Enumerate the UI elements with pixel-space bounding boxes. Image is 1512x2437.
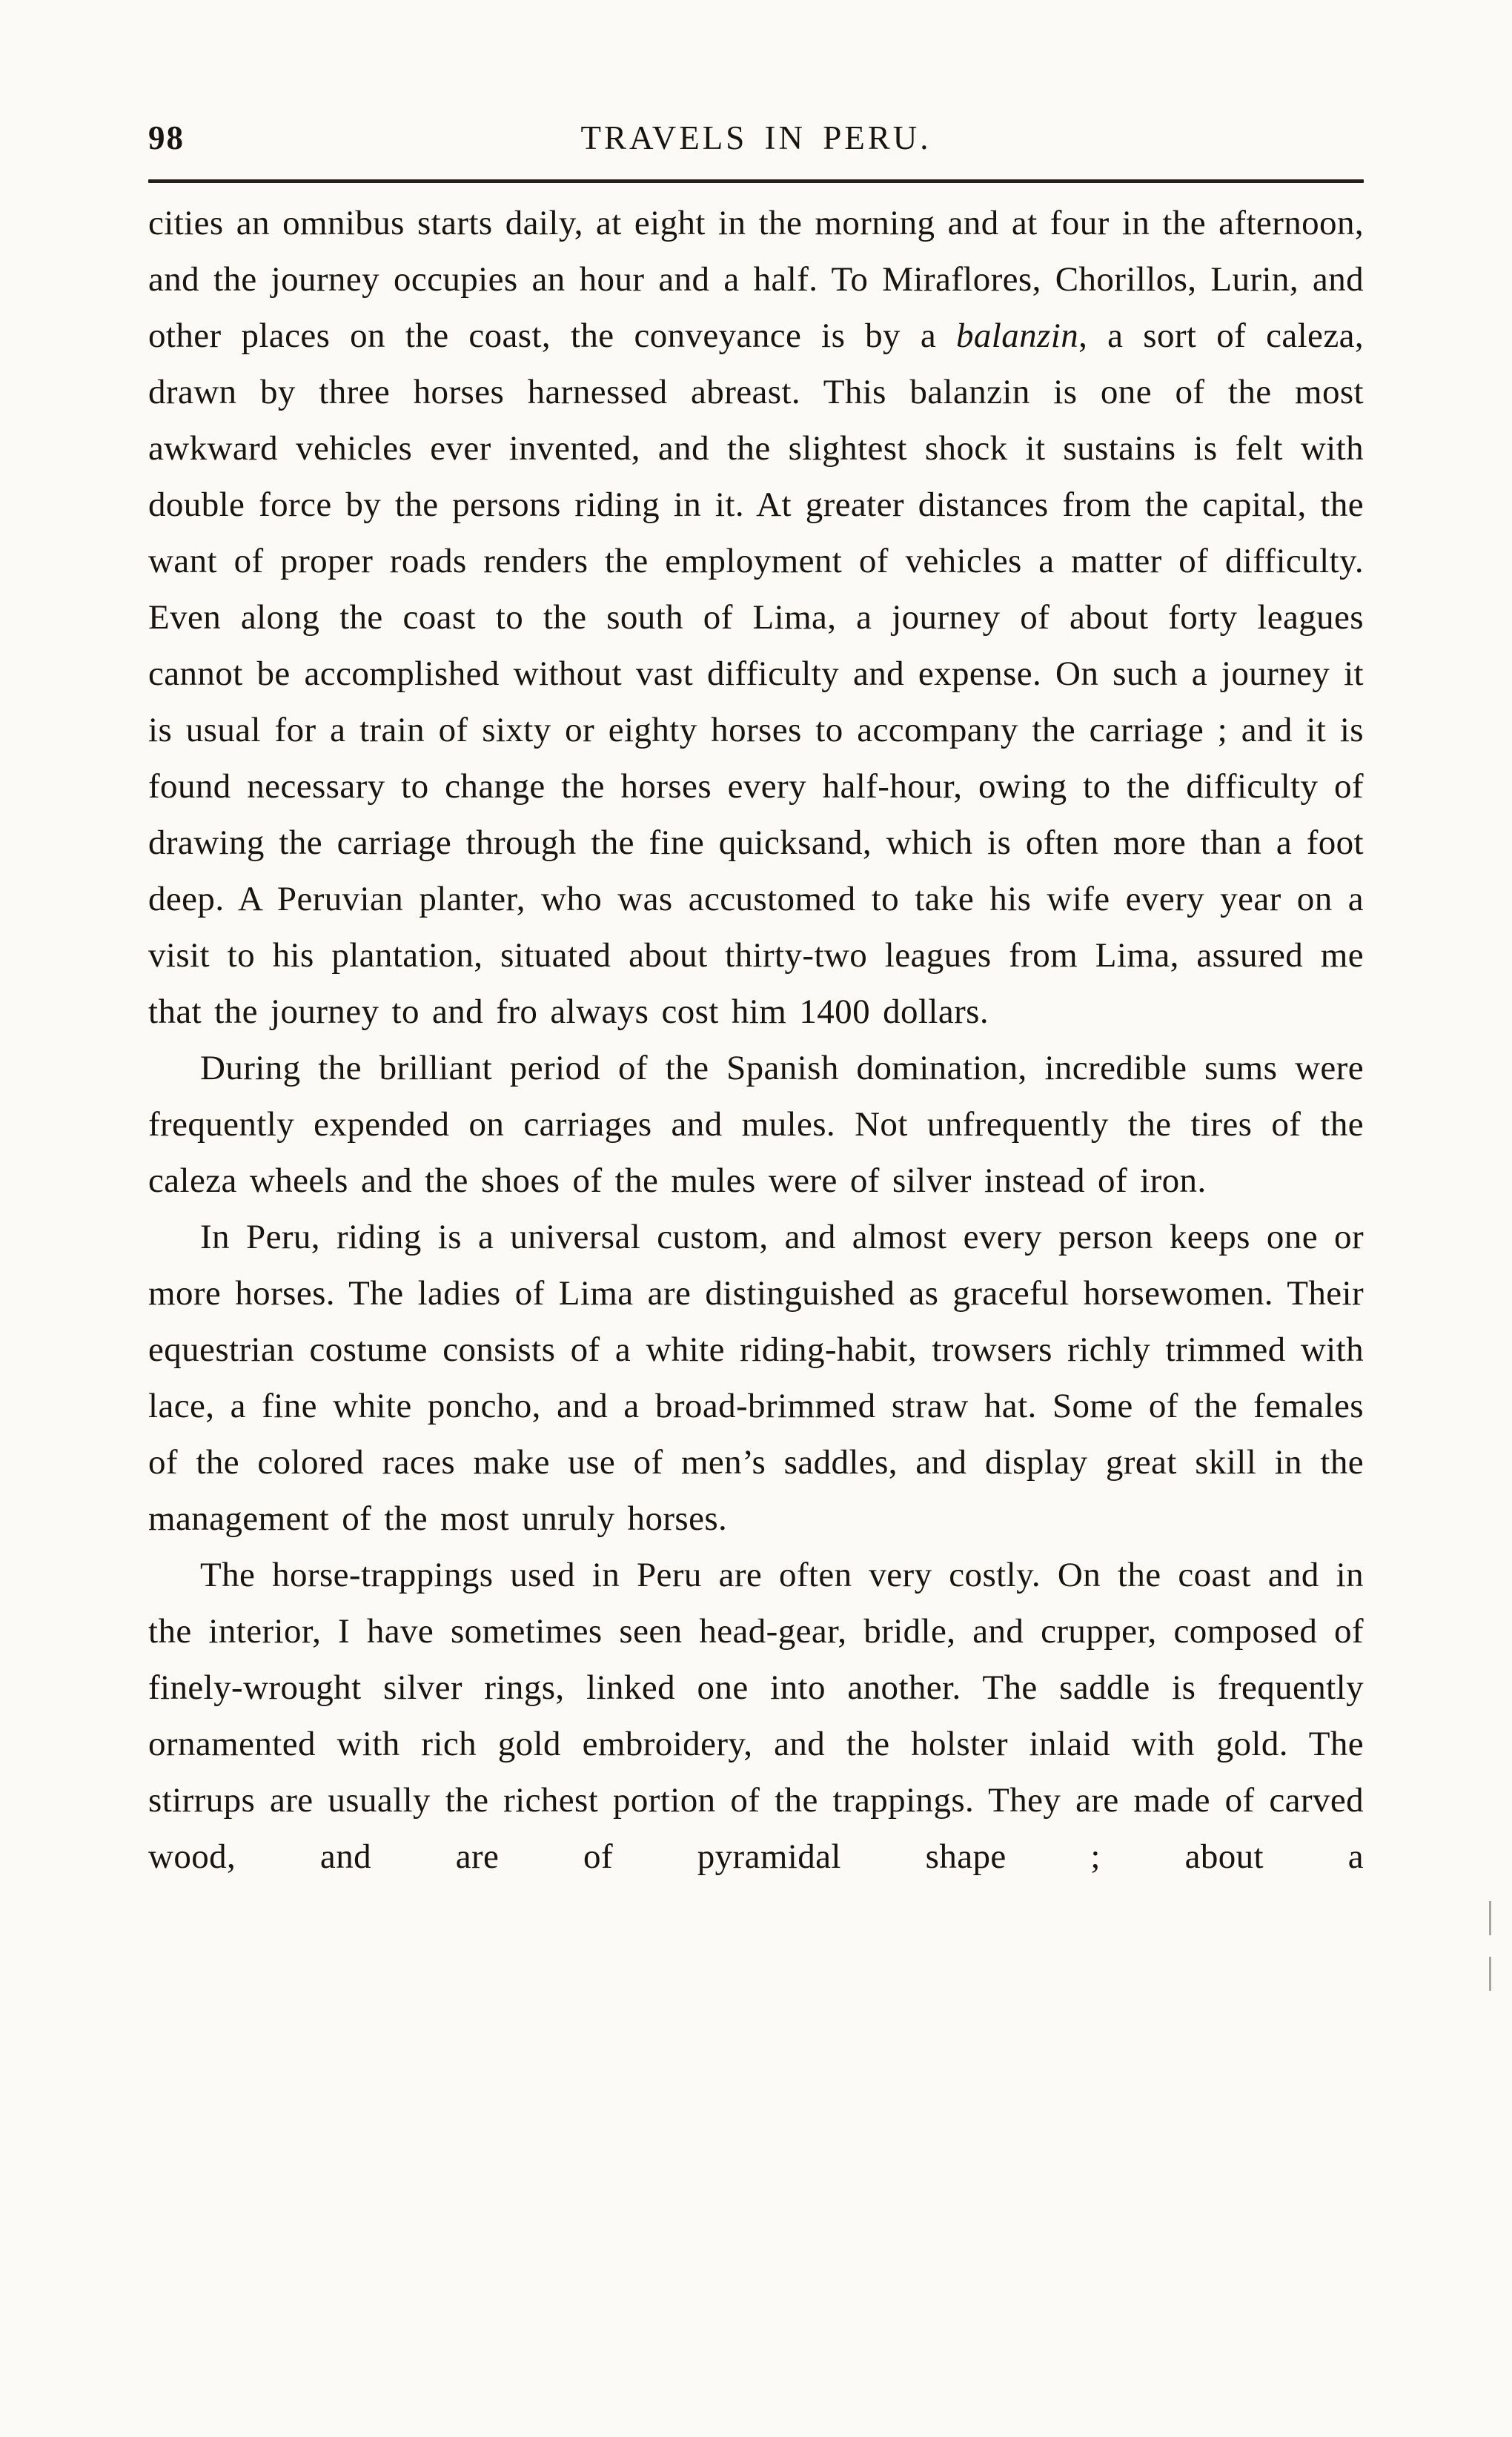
running-title: TRAVELS IN PERU. [580,119,932,156]
paragraph-1 [148,195,1364,1040]
paragraph-4: The horse-trappings used in Peru are often very costly. On the coast and in the interior, I have sometimes seen head-gear, bridle, and crupper, composed of finely-wrought silver rings, linked one into another. The saddle is frequently ornamented with rich gold embroidery, and the holster inlaid with gold. The stirrups are usually the richest portion of the trappings. They are made of carved wood, and are of pyramidal shape ; about a [148,1556,1364,1876]
italic-term-balanzin: balanzin [955,316,1079,355]
page-header [148,119,1364,163]
paragraph-1-text-a: cities an omnibus starts daily, at eight in the morning and at four in the afternoon, and the journey occupies an hour and a half. To Miraflores, Chorillos, Lurin, and other places on the coast, the conveyance is by a [148,204,1364,355]
scan-artifact-mark [1489,1901,1491,1935]
header-rule [148,179,1364,183]
page-body [148,195,1364,1885]
paragraph-3: In Peru, riding is a universal custom, and almost every person keeps one or more horses. The ladies of Lima are distinguished as graceful horsewomen. Their equestrian costume consists of a white riding-habit, trowsers richly trimmed with lace, a fine white poncho, and a broad-brimmed straw hat. Some of the females of the colored races make use of men’s saddles, and display great skill in the management of the most unruly horses. [148,1218,1364,1538]
scan-artifact-mark [1489,1957,1491,1991]
paragraph-1-text-b: , a sort of caleza, drawn by three horses harnessed abreast. This balanzin is one of the most awkward vehicles ever invented, and the slightest shock it sustains is felt with double force by the persons riding in it. At greater distances from the capital, the want of proper roads renders the employment of vehicles a matter of difficulty. Even along the coast to the south of Lima, a journey of about forty leagues cannot be accomplished without vast difficulty and expense. On such a journey it is usual for a train of sixty or eighty horses to accompany the carriage ; and it is found necessary to change the horses every half-hour, owing to the difficulty of drawing the carriage through the fine quicksand, which is often more than a foot deep. A Peruvian planter, who was accustomed to take his wife every year on a visit to his plantation, situated about thirty-two leagues from Lima, assured me that the journey to and fro always cost him 1400 dollars. [148,316,1364,1031]
page-number: 98 [148,119,185,156]
paragraph-2: During the brilliant period of the Spanish domination, incredible sums were frequently expended on carriages and mules. Not unfrequently the tires of the caleza wheels and the shoes of the mules were of silver instead of iron. [148,1049,1364,1200]
